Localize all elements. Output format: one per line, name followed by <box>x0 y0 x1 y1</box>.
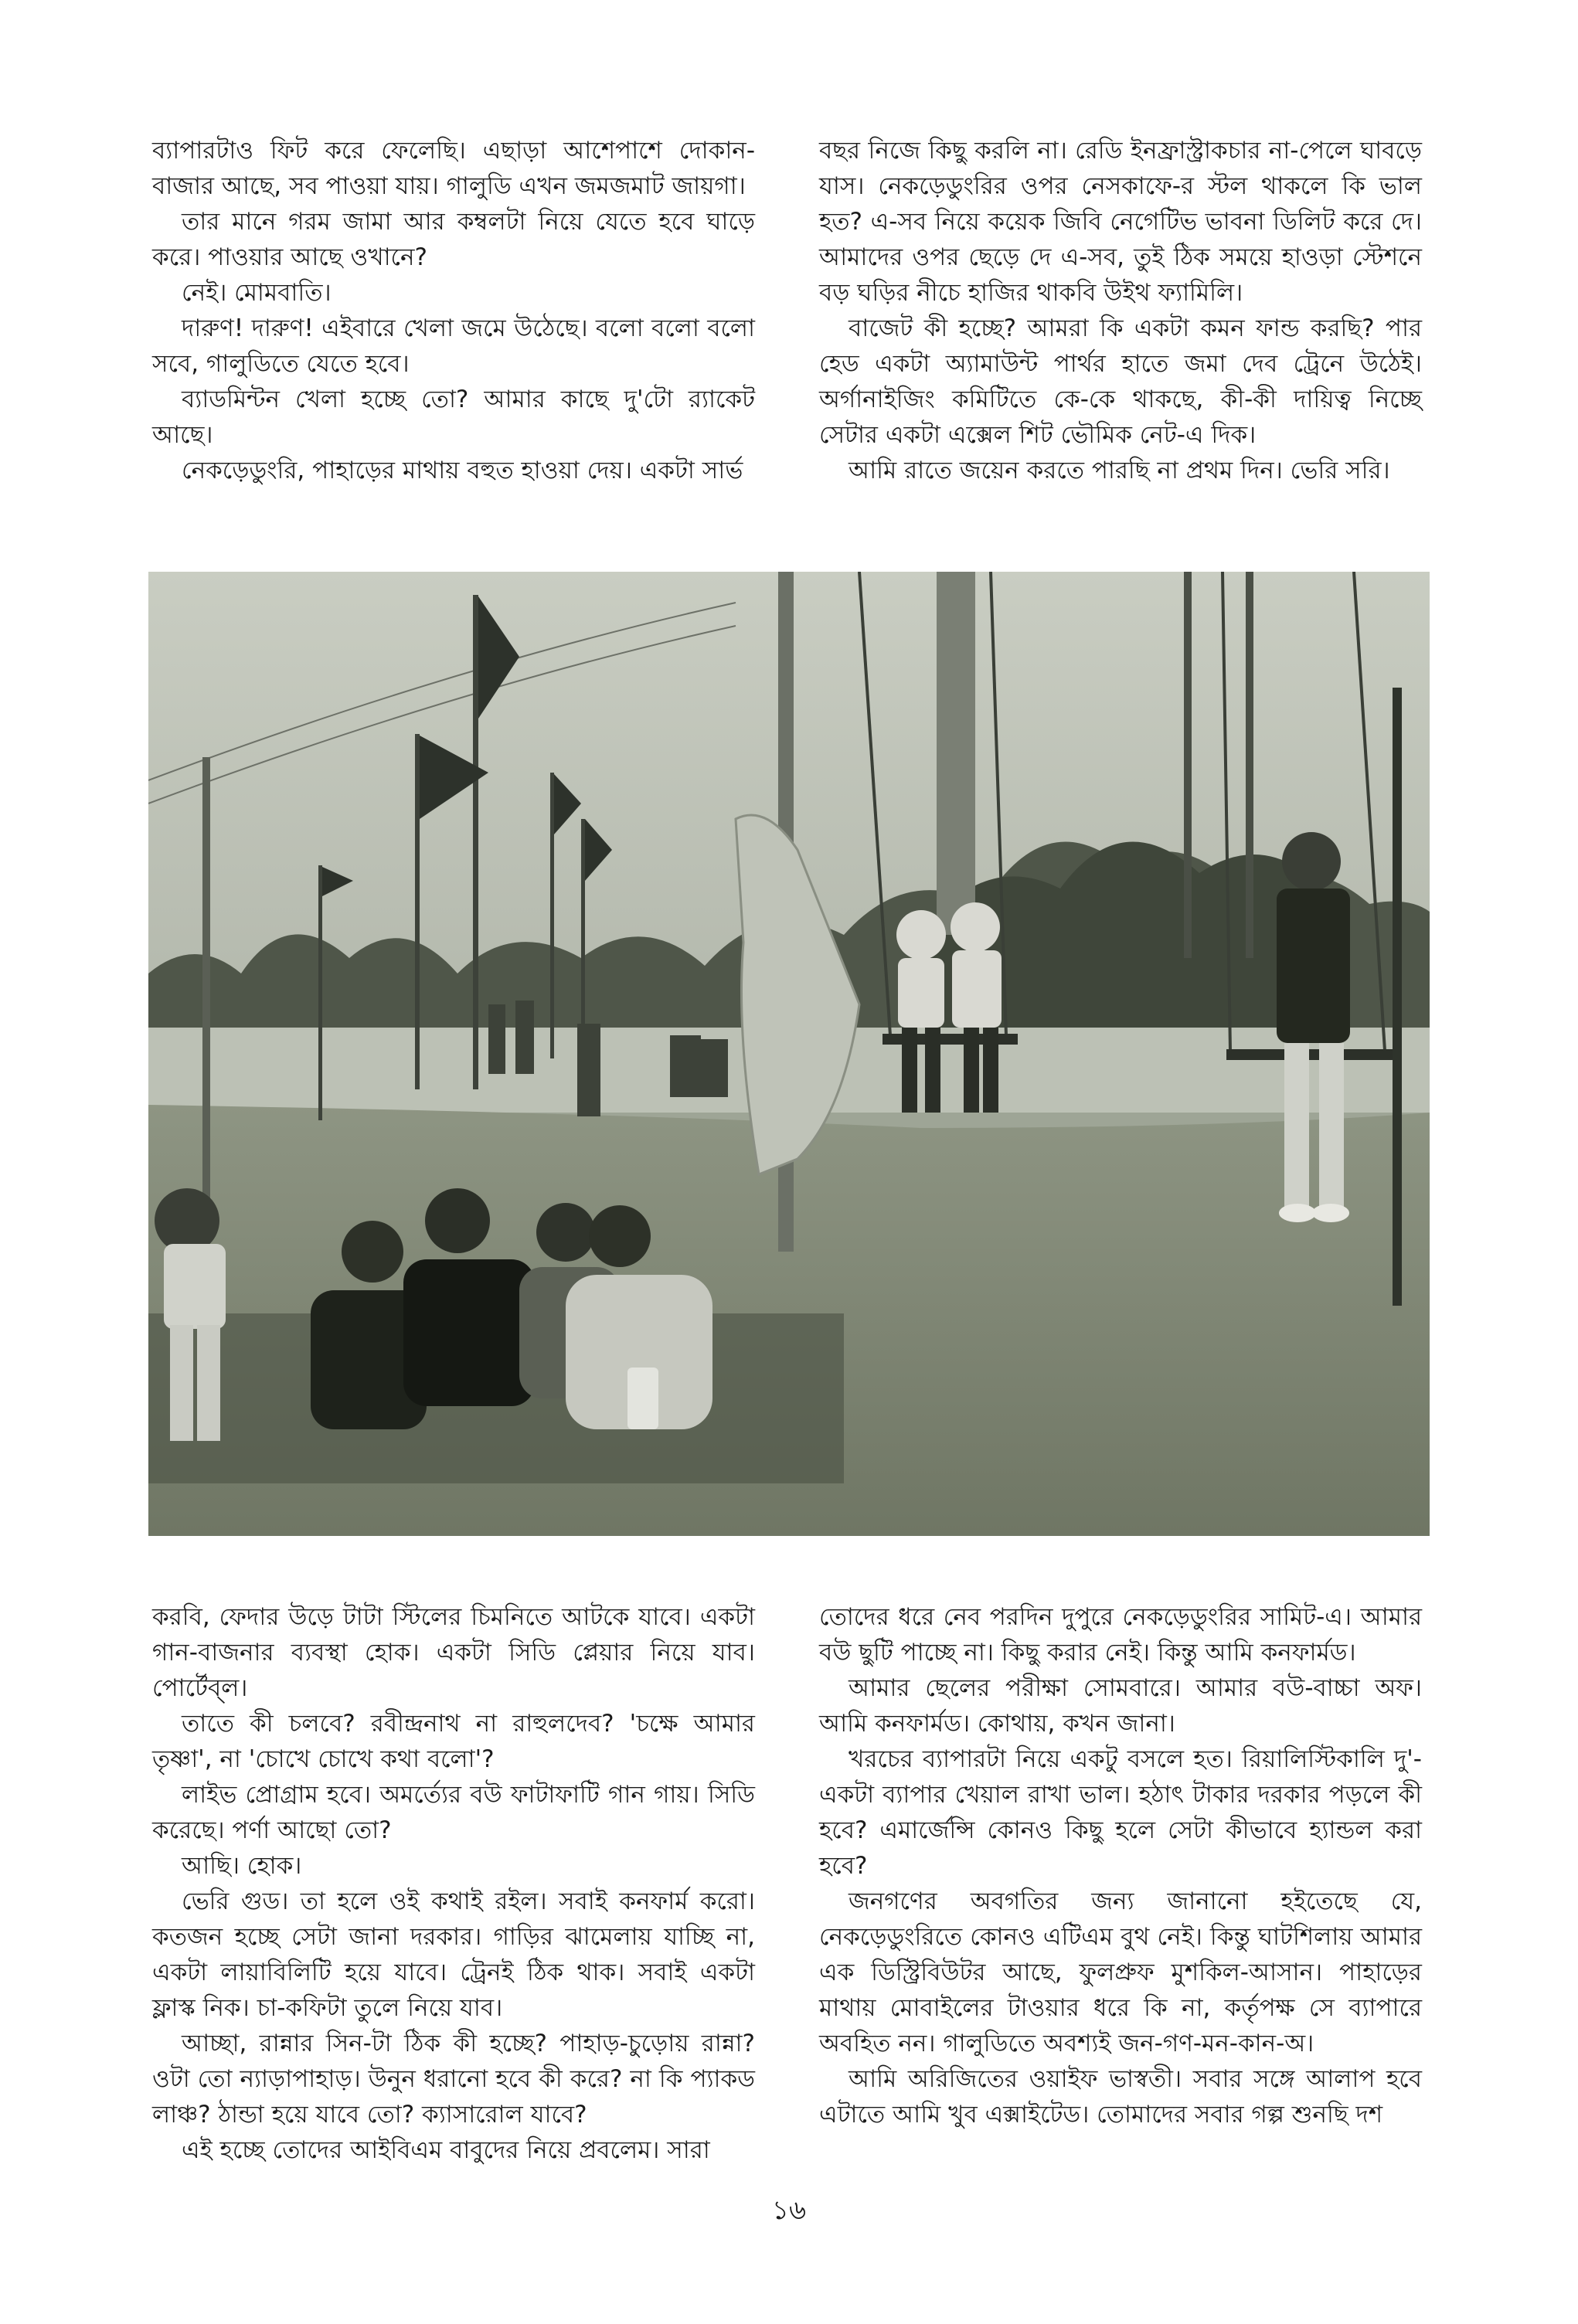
picnic-photograph <box>148 572 1430 1536</box>
text-column-bottom-left <box>152 1599 755 2168</box>
paragraph: ব্যাডমিন্টন খেলা হচ্ছে তো? আমার কাছে দু'টো র‍্যাকেট আছে। <box>152 386 755 449</box>
paragraph: নেই। মোমবাতি। <box>182 279 332 307</box>
paragraph: তোদের ধরে নেব পরদিন দুপুরে নেকড়েডুংরির সামিট-এ। আমার বউ ছুটি পাচ্ছে না। কিছু করার নেই। কিন্তু আমি কনফার্মড। <box>819 1603 1422 1667</box>
paragraph: আছি। হোক। <box>182 1852 302 1880</box>
paragraph: এই হচ্ছে তোদের আইবিএম বাবুদের নিয়ে প্রবলেম। সারা <box>182 2136 710 2164</box>
paragraph: দারুণ! দারুণ! এইবারে খেলা জমে উঠেছে। বলো বলো বলো সবে, গালুডিতে যেতে হবে। <box>152 314 755 378</box>
paragraph: জনগণের অবগতির জন্য জানানো হইতেছে যে, নেকড়েডুংরিতে কোনও এটিএম বুথ নেই। কিন্তু ঘাটশিলায় আমার এক ডিস্ট্রিবিউটর আছে, ফুলপ্রুফ মুশকিল-আসান। পাহাড়ের মাথায় মোবাইলের টাওয়ার ধরে কি না, কর্তৃপক্ষ সে ব্যাপারে অবহিত নন। গালুডিতে অবশ্যই জন-গণ-মন-কান-অ। <box>819 1887 1422 2057</box>
text-column-bottom-right <box>819 1599 1422 2132</box>
paragraph: ব্যাপারটাও ফিট করে ফেলেছি। এছাড়া আশেপাশে দোকান-বাজার আছে, সব পাওয়া যায়। গালুডি এখন জমজমাট জায়গা। <box>152 137 755 200</box>
paragraph: আমার ছেলের পরীক্ষা সোমবারে। আমার বউ-বাচ্চা অফ। আমি কনফার্মড। কোথায়, কখন জানা। <box>819 1674 1422 1738</box>
paragraph: নেকড়েডুংরি, পাহাড়ের মাথায় বহুত হাওয়া দেয়। একটা সার্ভ <box>182 457 743 484</box>
paragraph: তাতে কী চলবে? রবীন্দ্রনাথ না রাহুলদেব? 'চক্ষে আমার তৃষ্ণা', না 'চোখে চোখে কথা বলো'? <box>152 1710 755 1773</box>
paragraph: বাজেট কী হচ্ছে? আমরা কি একটা কমন ফান্ড করছি? পার হেড একটা অ্যামাউন্ট পার্থর হাতে জমা দেব ট্রেনে উঠেই। অর্গানাইজিং কমিটিতে কে-কে থাকছে, কী-কী দায়িত্ব নিচ্ছে সেটার একটা এক্সেল শিট ভৌমিক নেট-এ দিক। <box>819 314 1422 449</box>
page-number: ১৬ <box>771 2195 807 2226</box>
paragraph: ভেরি গুড। তা হলে ওই কথাই রইল। সবাই কনফার্ম করো। কতজন হচ্ছে সেটা জানা দরকার। গাড়ির ঝামেলায় যাচ্ছি না, একটা লায়াবিলিটি হয়ে যাবে। ট্রেনই ঠিক থাক। সবাই একটা ফ্লাস্ক নিক। চা-কফিটা তুলে নিয়ে যাব। <box>152 1887 755 2022</box>
paragraph: লাইভ প্রোগ্রাম হবে। অমর্ত্যের বউ ফাটাফাটি গান গায়। সিডি করেছে। পর্ণা আছো তো? <box>152 1781 755 1844</box>
paragraph: আমি রাতে জয়েন করতে পারছি না প্রথম দিন। ভেরি সরি। <box>849 457 1390 484</box>
text-column-top-right <box>819 133 1422 488</box>
paragraph: করবি, ফেদার উড়ে টাটা স্টিলের চিমনিতে আটকে যাবে। একটা গান-বাজনার ব্যবস্থা হোক। একটা সিডি প্লেয়ার নিয়ে যাব। পোর্টেব্‌ল। <box>152 1603 755 1702</box>
paragraph: তার মানে গরম জামা আর কম্বলটা নিয়ে যেতে হবে ঘাড়ে করে। পাওয়ার আছে ওখানে? <box>152 208 755 271</box>
paragraph: আচ্ছা, রান্নার সিন-টা ঠিক কী হচ্ছে? পাহাড়-চুড়োয় রান্না? ওটা তো ন্যাড়াপাহাড়। উনুন ধরানো হবে কী করে? না কি প্যাকড লাঞ্চ? ঠান্ডা হয়ে যাবে তো? ক্যাসারোল যাবে? <box>152 2030 755 2129</box>
paragraph: বছর নিজে কিছু করলি না। রেডি ইনফ্রাস্ট্রাকচার না-পেলে ঘাবড়ে যাস। নেকড়েডুংরির ওপর নেসকাফে-র স্টল থাকলে কি ভাল হত? এ-সব নিয়ে কয়েক জিবি নেগেটিভ ভাবনা ডিলিট করে দে। আমাদের ওপর ছেড়ে দে এ-সব, তুই ঠিক সময়ে হাওড়া স্টেশনে বড় ঘড়ির নীচে হাজির থাকবি উইথ ফ্যামিলি। <box>819 137 1422 307</box>
text-column-top-left <box>152 133 755 488</box>
paragraph: খরচের ব্যাপারটা নিয়ে একটু বসলে হত। রিয়ালিস্টিকালি দু'-একটা ব্যাপার খেয়াল রাখা ভাল। হঠাৎ টাকার দরকার পড়লে কী হবে? এমার্জেন্সি কোনও কিছু হলে সেটা কীভাবে হ্যান্ডল করা হবে? <box>819 1745 1422 1880</box>
paragraph: আমি অরিজিতের ওয়াইফ ভাস্বতী। সবার সঙ্গে আলাপ হবে এটাতে আমি খুব এক্সাইটেড। তোমাদের সবার গল্প শুনছি দশ <box>819 2065 1422 2129</box>
